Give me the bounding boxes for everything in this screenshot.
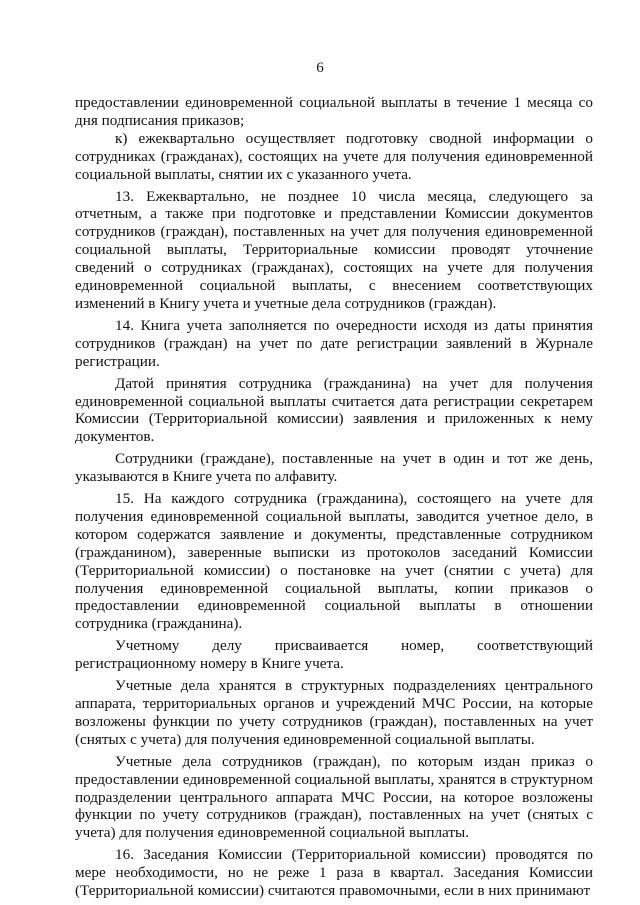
paragraph-15: 15. На каждого сотрудника (гражданина), состоящего на учете для получения единовременной социальной выплаты, заводится учетное дело, в котором содержатся заявление и документы, представленные сотрудником (гражданином), заверенные выписки из протоколов заседаний Комиссии (Территориальной комиссии) о постановке на учет (снятии с учета) для получения единовременной социальной выплаты, копии приказов о предоставлении единовременной социальной выплаты в отношении сотрудника (гражданина).	[75, 490, 593, 633]
paragraph-continuation: предоставлении единовременной социальной выплаты в течение 1 месяца со дня подписания приказов;	[75, 94, 593, 129]
paragraph-15-storage: Учетные дела хранятся в структурных подразделениях центрального аппарата, территориальных органов и учреждений МЧС России, на которые возложены функции по учету сотрудников (граждан), поставленных на учет (снятых с учета) для получения единовременной социальной выплаты.	[75, 677, 593, 748]
paragraph-13: 13. Ежеквартально, не позднее 10 числа месяца, следующего за отчетным, а также при подготовке и представлении Комиссии документов сотрудников (граждан), поставленных на учет для получения единовременной социальной выплаты, Территориальные комиссии проводят уточнение сведений о сотрудниках (гражданах), состоящих на учете для получения единовременной социальной выплаты, с внесением соответствующих изменений в Книгу учета и учетные дела сотрудников (граждан).	[75, 187, 593, 312]
paragraph-14: 14. Книга учета заполняется по очередности исходя из даты принятия сотрудников (граждан) на учет по дате регистрации заявлений в Журнале регистрации.	[75, 316, 593, 370]
paragraph-15-number: Учетному делу присваивается номер, соответствующий регистрационному номеру в Книге учета.	[75, 637, 593, 673]
paragraph-14-alphabet: Сотрудники (граждане), поставленные на учет в один и тот же день, указываются в Книге учета по алфавиту.	[75, 450, 593, 486]
document-body	[75, 94, 593, 900]
paragraph-15-storage-central: Учетные дела сотрудников (граждан), по которым издан приказ о предоставлении единовременной социальной выплаты, хранятся в структурном подразделении центрального аппарата МЧС России, на которое возложены функции по учету сотрудников (граждан), поставленных на учет (снятых с учета) для получения единовременной социальной выплаты.	[75, 752, 593, 842]
paragraph-item-k: к) ежеквартально осуществляет подготовку сводной информации о сотрудниках (гражданах), состоящих на учете для получения единовременной социальной выплаты, снятии их с указанного учета.	[75, 129, 593, 183]
paragraph-16: 16. Заседания Комиссии (Территориальной комиссии) проводятся по мере необходимости, но не реже 1 раза в квартал. Заседания Комиссии (Территориальной комиссии) считаются правомочными, если в них принимают	[75, 846, 593, 900]
paragraph-14-date: Датой принятия сотрудника (гражданина) на учет для получения единовременной социальной выплаты считается дата регистрации секретарем Комиссии (Территориальной комиссии) заявления и приложенных к нему документов.	[75, 374, 593, 446]
page-number: 6	[316, 60, 324, 76]
